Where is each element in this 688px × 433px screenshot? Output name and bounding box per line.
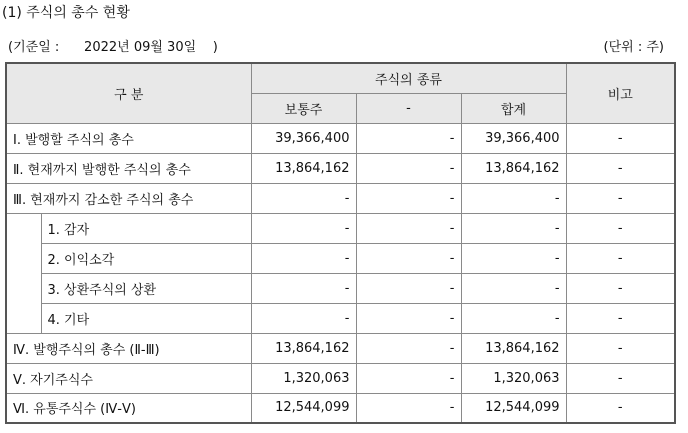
cell-common: - (251, 183, 356, 213)
cell-other: - (356, 123, 461, 153)
row-label: 4. 기타 (41, 303, 251, 333)
table-row (6, 333, 675, 363)
row-label: Ⅵ. 유통주식수 (Ⅳ-Ⅴ) (6, 393, 251, 423)
cell-total: - (461, 183, 566, 213)
cell-total: 39,366,400 (461, 123, 566, 153)
cell-common: 13,864,162 (251, 153, 356, 183)
indent-spacer (6, 213, 41, 333)
header-stock-types: 주식의 종류 (251, 63, 566, 93)
cell-common: 12,544,099 (251, 393, 356, 423)
cell-total: 13,864,162 (461, 153, 566, 183)
row-label: Ⅰ. 발행할 주식의 총수 (6, 123, 251, 153)
cell-other: - (356, 273, 461, 303)
table-row (6, 393, 675, 423)
cell-total: - (461, 243, 566, 273)
section-title: (1) 주식의 총수 현황 (2, 5, 130, 21)
cell-other: - (356, 363, 461, 393)
cell-note: - (566, 363, 675, 393)
cell-other: - (356, 303, 461, 333)
header-other: - (356, 93, 461, 123)
row-label: 3. 상환주식의 상환 (41, 273, 251, 303)
stock-summary-table (5, 62, 676, 424)
header-total: 합계 (461, 93, 566, 123)
cell-total: - (461, 213, 566, 243)
cell-note: - (566, 123, 675, 153)
cell-total: 1,320,063 (461, 363, 566, 393)
header-common: 보통주 (251, 93, 356, 123)
cell-other: - (356, 393, 461, 423)
row-label: 1. 감자 (41, 213, 251, 243)
cell-note: - (566, 333, 675, 363)
table-row (6, 243, 675, 273)
header-category: 구 분 (6, 63, 251, 123)
cell-note: - (566, 393, 675, 423)
cell-note: - (566, 243, 675, 273)
row-label: Ⅱ. 현재까지 발행한 주식의 총수 (6, 153, 251, 183)
cell-common: 1,320,063 (251, 363, 356, 393)
unit-label: (단위 : 주) (603, 40, 664, 55)
cell-common: - (251, 273, 356, 303)
cell-total: - (461, 273, 566, 303)
table-row (6, 213, 675, 243)
table-row (6, 363, 675, 393)
cell-other: - (356, 213, 461, 243)
cell-total: 13,864,162 (461, 333, 566, 363)
cell-note: - (566, 183, 675, 213)
cell-total: 12,544,099 (461, 393, 566, 423)
cell-note: - (566, 273, 675, 303)
reference-date: (기준일 : 2022년 09월 30일 ) (8, 40, 218, 55)
cell-total: - (461, 303, 566, 333)
table-row (6, 123, 675, 153)
cell-note: - (566, 153, 675, 183)
header-note: 비고 (566, 63, 675, 123)
cell-other: - (356, 243, 461, 273)
table-row (6, 303, 675, 333)
table-row (6, 153, 675, 183)
cell-note: - (566, 303, 675, 333)
table-row (6, 273, 675, 303)
cell-other: - (356, 333, 461, 363)
row-label: Ⅴ. 자기주식수 (6, 363, 251, 393)
table-row (6, 183, 675, 213)
row-label: Ⅲ. 현재까지 감소한 주식의 총수 (6, 183, 251, 213)
cell-common: 13,864,162 (251, 333, 356, 363)
cell-common: - (251, 213, 356, 243)
cell-common: - (251, 243, 356, 273)
row-label: 2. 이익소각 (41, 243, 251, 273)
cell-other: - (356, 153, 461, 183)
cell-common: - (251, 303, 356, 333)
cell-other: - (356, 183, 461, 213)
cell-common: 39,366,400 (251, 123, 356, 153)
cell-note: - (566, 213, 675, 243)
row-label: Ⅳ. 발행주식의 총수 (Ⅱ-Ⅲ) (6, 333, 251, 363)
